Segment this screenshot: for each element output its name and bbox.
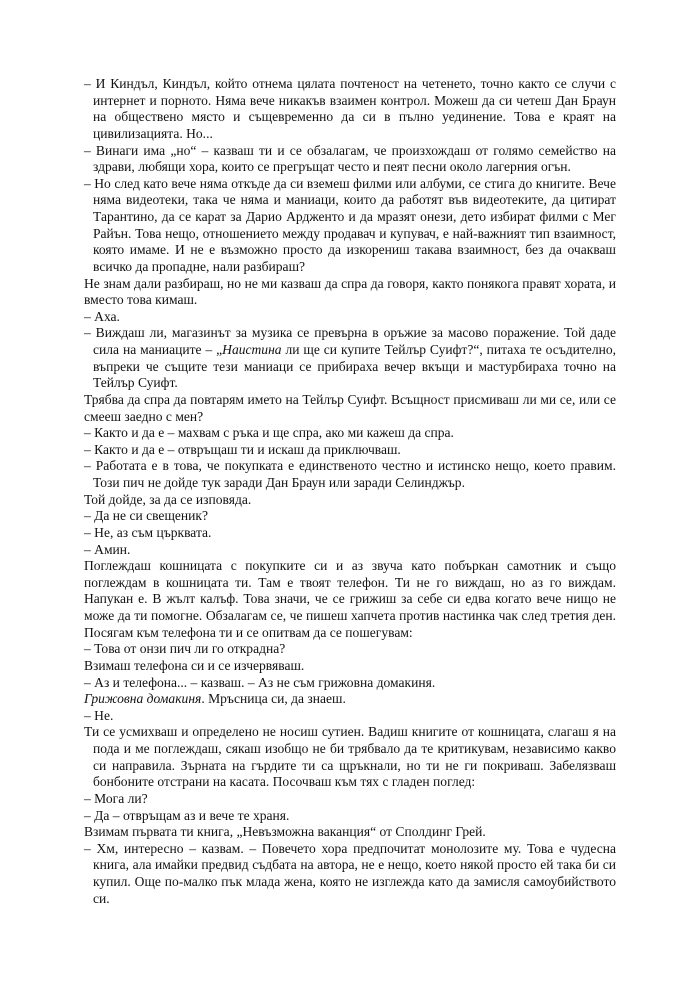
paragraph: Поглеждаш кошницата с покупките си и аз звуча като побъркан самотник и също поглеждам в кошницата ти. Там е твоят телефон. Ти не го виждаш, но аз го виждам. Напукан е. В жълт калъф. Това значи, че се грижиш за себе си едва когато вече нищо не може да ти помогне. Обзалагам се, че пишеш хапчета против настинка чак след третия ден. Посягам към телефона ти и се опитвам да се пошегувам: xyxy=(84,558,616,640)
document-body xyxy=(84,76,616,907)
italic-emphasis: Наистина xyxy=(222,342,282,357)
dialogue-line: – Но след като вече няма откъде да си вземеш филми или албуми, се стига до книгите. Вече няма видеотеки, така че няма и маниаци, които да работят във видеотеките, да цитират Тарантино, да се карат за Дарио Ардженто и да мразят онези, дето избират филми с Мег Райън. Това нещо, отношението между продавач и купувач, е най-важният тип взаимност, която имаме. И не е възможно просто да изкорениш такава взаимност, без да очакваш всичко да пропадне, нали разбираш? xyxy=(84,175,616,274)
paragraph-text: ли ще си купите Тейлър Суифт?“, питаха те осъдително, въпреки че същите тези маниаци се прибираха вечер вкъщи и мастурбираха точно на Тейлър Суифт. xyxy=(93,342,616,391)
italic-emphasis: Грижовна домакиня xyxy=(84,691,202,707)
dialogue-line: – Да не си свещеник? xyxy=(84,508,208,524)
dialogue-line: – Както и да е – махвам с ръка и ще спра, ако ми кажеш да спра. xyxy=(84,425,454,441)
dialogue-line: – Не. xyxy=(84,707,114,723)
dialogue-line: – Не, аз съм църквата. xyxy=(84,524,212,540)
dialogue-line: – Винаги има „но“ – казваш ти и се обзалагам, че произхождаш от голямо семейство на здрави, любящи хора, които се прегръщат често и пеят песни около лагерния огън. xyxy=(84,142,616,175)
dialogue-line: – Това от онзи пич ли го открадна? xyxy=(84,641,286,657)
dialogue-line: – Аз и телефона... – казваш. – Аз не съм грижовна домакиня. xyxy=(84,674,436,690)
paragraph-text: – Виждаш ли, магазинът за музика се превърна в оръжие за масово поражение. Той даде сила на маниаците – „ xyxy=(84,325,616,357)
paragraph: Не знам дали разбираш, но не ми казваш да спра да говоря, както понякога правят хората, и вместо това кимаш. xyxy=(84,275,616,308)
paragraph-text: . Мръсница си, да знаеш. xyxy=(201,691,346,707)
dialogue-line: – Аха. xyxy=(84,308,120,324)
paragraph: Взимаш телефона си и се изчервяваш. xyxy=(84,657,305,673)
dialogue-line: – Мога ли? xyxy=(84,790,148,806)
dialogue-line: – И Киндъл, Киндъл, който отнема цялата почтеност на четенето, точно както се случи с интернет и порното. Няма вече никакъв взаимен контрол. Можеш да си четеш Дан Браун на обществено място и същевременно да си в пълно уединение. Това е краят на цивилизацията. Но... xyxy=(84,76,616,141)
dialogue-line: – Работата е в това, че покупката е единственото честно и истинско нещо, което правим. Този пич не дойде тук заради Дан Браун или заради Селинджър. xyxy=(84,458,616,490)
dialogue-line: – Да – отвръщам аз и вече те храня. xyxy=(84,807,290,823)
paragraph xyxy=(84,325,616,392)
paragraph: Трябва да спра да повтарям името на Тейлър Суифт. Всъщност присмиваш ли ми се, или се смееш заедно с мен? xyxy=(84,391,616,424)
dialogue-line: – Амин. xyxy=(84,541,131,557)
dialogue-line: – Както и да е – отвръщаш ти и искаш да приключваш. xyxy=(84,441,401,457)
dialogue-line: – Хм, интересно – казвам. – Повечето хора предпочитат монолозите му. Това е чудесна книга, ала имайки предвид съдбата на автора, не е нещо, което някой просто ей така би си купил. Още по-малко пък млада жена, която не изглежда като да замисля самоубийството си. xyxy=(84,840,616,906)
paragraph xyxy=(84,691,616,708)
paragraph: Взимам първата ти книга, „Невъзможна ваканция“ от Сполдинг Грей. xyxy=(84,824,486,840)
paragraph: Той дойде, за да се изповяда. xyxy=(84,491,252,507)
paragraph: Ти се усмихваш и определено не носиш сутиен. Вадиш книгите от кошницата, слагаш я на пода и ме поглеждаш, сякаш изобщо не би трябвало да те критикувам, независимо какво си направила. Зърната на гърдите ти са щръкнали, но ти не ги покриваш. Забелязваш бонбоните отстрани на касата. Посочваш към тях с гладен поглед: xyxy=(84,724,616,790)
